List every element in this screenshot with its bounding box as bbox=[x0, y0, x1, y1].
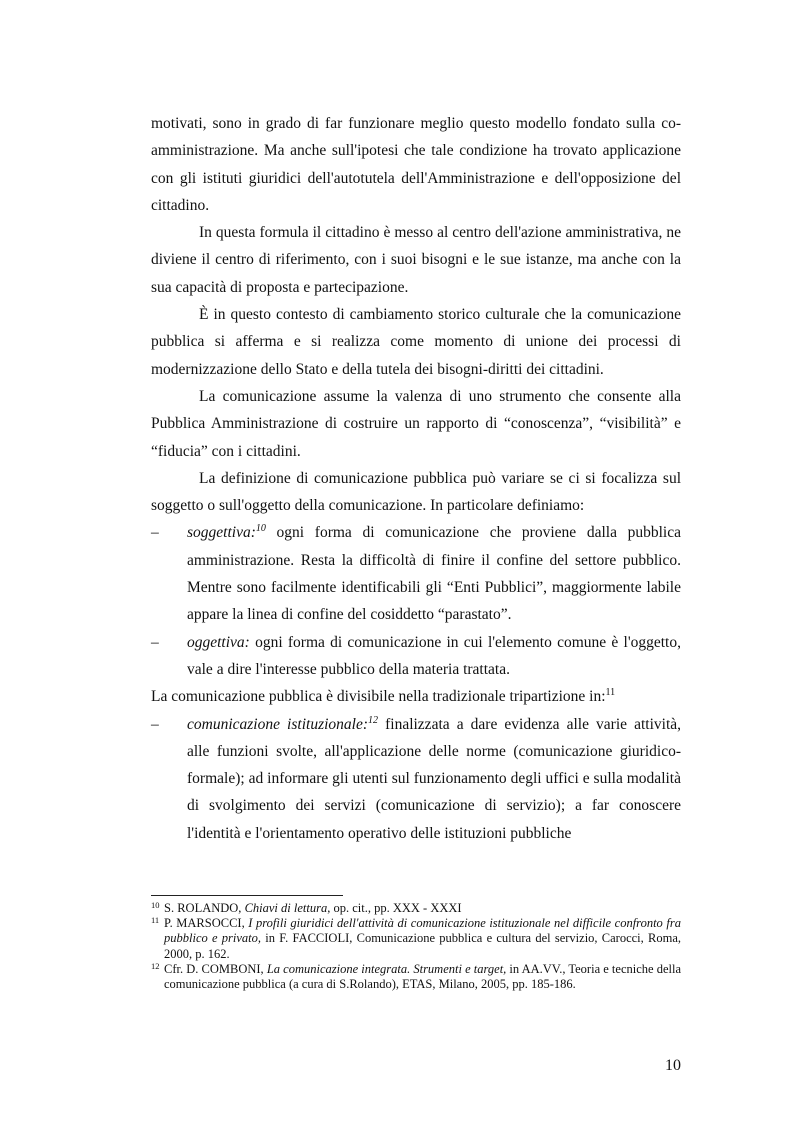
footnote bbox=[151, 962, 681, 992]
list-item bbox=[151, 629, 681, 684]
footnote bbox=[151, 916, 681, 962]
list-item bbox=[151, 711, 681, 847]
page-number: 10 bbox=[665, 1057, 681, 1074]
list-term: oggettiva: bbox=[187, 633, 250, 651]
footnote-title: I profili giuridici dell'attività di comunicazione istituzionale nel difficile confronto fra pubblico e privato, bbox=[164, 916, 681, 946]
list-text: ogni forma di comunicazione in cui l'elemento comune è l'oggetto, vale a dire l'interesse pubblico della materia trattata. bbox=[187, 633, 681, 678]
list-text: ogni forma di comunicazione che proviene dalla pubblica amministrazione. Resta la difficoltà di finire il confine del settore pubblico. Mentre sono facilmente identificabili gli “Enti Pubblici”, maggiormente labile appare la linea di confine del cosiddetto “parastato”. bbox=[187, 524, 681, 624]
paragraph: In questa formula il cittadino è messo al centro dell'azione amministrativa, ne diviene il centro di riferimento, con i suoi bisogni e le sue istanze, ma anche con la sua capacità di proposta e partecipazione. bbox=[151, 224, 681, 296]
list-text: finalizzata a dare evidenza alle varie attività, alle funzioni svolte, all'applicazione delle norme (comunicazione giuridico-formale); ad informare gli utenti sul funzionamento degli uffici e sulla modalità di svolgimento dei servizi (comunicazione di servizio); a far conoscere l'identità e l'orientamento operativo delle istituzioni pubbliche bbox=[187, 715, 682, 842]
footnote bbox=[151, 901, 681, 916]
footnote-text: S. ROLANDO, bbox=[164, 901, 245, 915]
footnote-divider bbox=[151, 895, 343, 896]
footnote-ref: 11 bbox=[605, 687, 616, 699]
footnote-text: , op. cit., pp. XXX - XXXI bbox=[327, 901, 462, 915]
footnote-number: 12 bbox=[151, 960, 160, 971]
paragraph: La comunicazione assume la valenza di uno strumento che consente alla Pubblica Amministrazione di costruire un rapporto di “conoscenza”, “visibilità” e “fiducia” con i cittadini. bbox=[151, 387, 681, 460]
paragraph-text: La comunicazione pubblica è divisibile nella tradizionale tripartizione in: bbox=[151, 688, 606, 706]
footnote-title: Chiavi di lettura bbox=[244, 901, 328, 915]
paragraph: motivati, sono in grado di far funzionare meglio questo modello fondato sulla co-amministrazione. Ma anche sull'ipotesi che tale condizione ha trovato applicazione con gli istituti giuridici dell'autotutela dell'Amministrazione e dell'opposizione del cittadino. bbox=[151, 115, 681, 214]
paragraph bbox=[151, 683, 681, 710]
paragraph: È in questo contesto di cambiamento storico culturale che la comunicazione pubblica si afferma e si realizza come momento di unione dei processi di modernizzazione dello Stato e della tutela dei bisogni-diritti dei cittadini. bbox=[151, 306, 681, 378]
footnote-ref: 12 bbox=[368, 714, 379, 726]
page-body bbox=[151, 110, 681, 847]
dash-bullet: – bbox=[151, 715, 159, 733]
footnote-text: in AA.VV., Teoria e tecniche della comunicazione pubblica (a cura di S.Rolando), ETAS, Milano, 2005, pp. 185-186. bbox=[164, 961, 681, 992]
list-item bbox=[151, 519, 681, 628]
paragraph: La definizione di comunicazione pubblica può variare se ci si focalizza sul soggetto o sull'oggetto della comunicazione. In particolare definiamo: bbox=[151, 469, 681, 515]
list-term: comunicazione istituzionale: bbox=[187, 715, 369, 733]
footnote-ref: 10 bbox=[255, 523, 266, 535]
footnote-text: in F. FACCIOLI, Comunicazione pubblica e cultura del servizio, Carocci, Roma, 2000, p. 162. bbox=[164, 931, 681, 961]
definition-list bbox=[151, 519, 681, 683]
footnotes bbox=[151, 901, 681, 992]
footnote-number: 11 bbox=[151, 915, 160, 926]
footnote-number: 10 bbox=[151, 900, 160, 910]
footnote-text: Cfr. D. COMBONI, bbox=[164, 961, 267, 976]
list-term: soggettiva: bbox=[187, 524, 256, 542]
footnote-text: P. MARSOCCI, bbox=[164, 916, 249, 931]
tripartition-list bbox=[151, 711, 681, 847]
footnote-title: La comunicazione integrata. Strumenti e target, bbox=[266, 961, 507, 976]
dash-bullet: – bbox=[151, 633, 159, 651]
dash-bullet: – bbox=[151, 524, 159, 542]
